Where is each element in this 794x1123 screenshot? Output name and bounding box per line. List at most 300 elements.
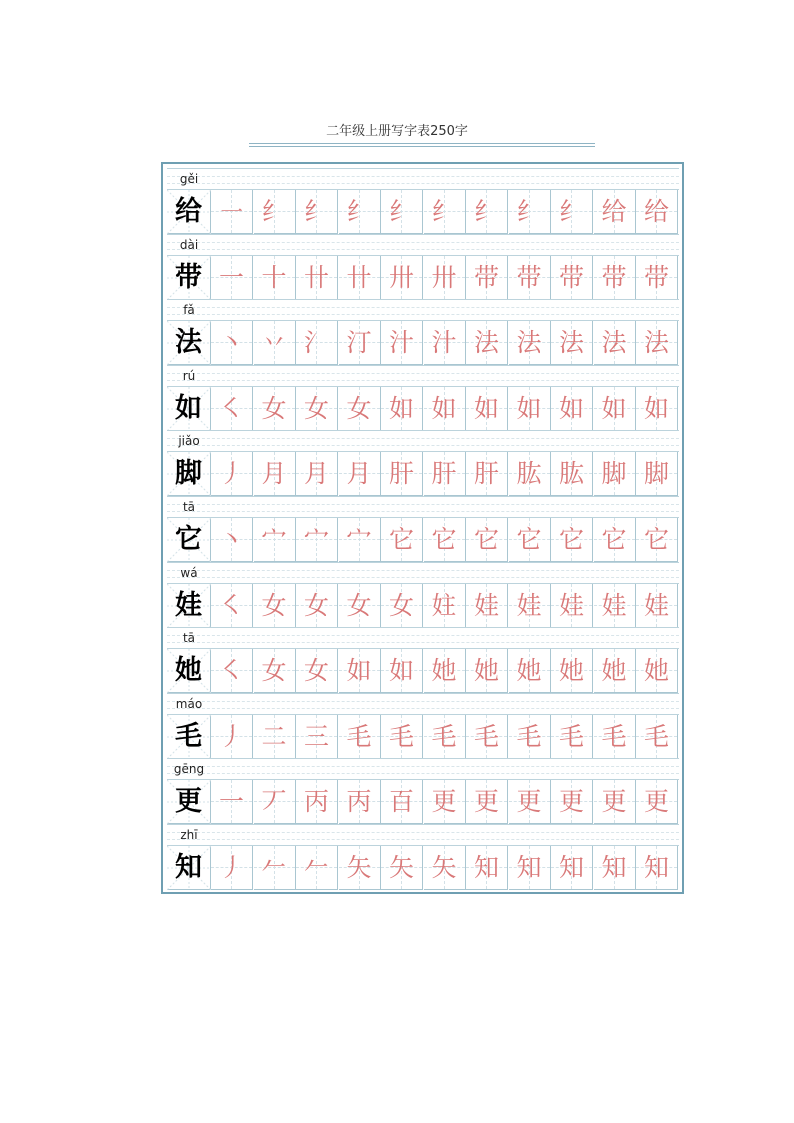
stroke-step-cell xyxy=(509,584,551,628)
stroke-step-cell xyxy=(339,846,381,890)
stroke-step-cell xyxy=(381,452,423,496)
cell-strip xyxy=(167,321,679,365)
model-character-cell xyxy=(167,256,211,300)
stroke-step-cell xyxy=(636,518,678,562)
stroke-step-cell xyxy=(339,256,381,300)
stroke-step-character: 知 xyxy=(643,853,669,882)
stroke-step-cell xyxy=(594,649,636,693)
stroke-step-cell xyxy=(381,256,423,300)
model-character-cell xyxy=(167,321,211,365)
stroke-step-cell xyxy=(254,780,296,824)
stroke-step-cell xyxy=(594,780,636,824)
character-row xyxy=(167,758,679,824)
pinyin-label: tā xyxy=(182,631,196,646)
stroke-step-cell xyxy=(424,387,466,431)
model-character: 毛 xyxy=(175,720,202,752)
stroke-step-character: 妵 xyxy=(431,590,457,620)
stroke-step-cell xyxy=(339,780,381,824)
cell-strip xyxy=(167,452,679,496)
stroke-step-cell xyxy=(424,452,466,496)
stroke-step-character: 娃 xyxy=(558,590,584,620)
model-character: 给 xyxy=(175,196,202,227)
stroke-step-character: 它 xyxy=(431,525,457,554)
stroke-step-character: 女 xyxy=(303,393,329,423)
model-character: 娃 xyxy=(175,589,202,621)
model-character: 知 xyxy=(175,852,202,883)
stroke-step-cell xyxy=(424,321,466,365)
stroke-step-cell xyxy=(254,190,296,234)
character-row xyxy=(167,430,679,496)
stroke-step-character: 丿 xyxy=(218,459,244,489)
stroke-step-cell xyxy=(636,321,678,365)
stroke-step-character: 它 xyxy=(516,525,542,554)
stroke-step-cell xyxy=(296,715,338,759)
stroke-step-character: 毛 xyxy=(346,721,372,751)
pinyin-label: wá xyxy=(180,565,198,580)
stroke-step-cell xyxy=(424,715,466,759)
pinyin-label: gēng xyxy=(173,762,205,777)
stroke-step-character: 月 xyxy=(346,459,372,489)
stroke-step-cell xyxy=(296,649,338,693)
cell-strip xyxy=(167,649,679,693)
stroke-step-character: 她 xyxy=(473,656,499,686)
stroke-step-cell xyxy=(211,780,253,824)
stroke-step-cell xyxy=(466,715,508,759)
stroke-step-character: 她 xyxy=(516,656,542,686)
stroke-step-cell xyxy=(339,452,381,496)
stroke-step-character: 它 xyxy=(558,525,584,554)
stroke-step-cell xyxy=(296,452,338,496)
stroke-step-cell xyxy=(211,518,253,562)
stroke-step-character: 如 xyxy=(558,393,584,423)
stroke-step-character: 肱 xyxy=(516,459,542,489)
model-character-cell xyxy=(167,518,211,562)
stroke-step-character: 卄 xyxy=(346,262,372,292)
stroke-step-cell xyxy=(339,321,381,365)
stroke-step-cell xyxy=(509,452,551,496)
stroke-step-cell xyxy=(551,321,593,365)
stroke-step-character: 她 xyxy=(643,656,669,686)
stroke-step-character: 丿 xyxy=(218,721,244,751)
stroke-step-character: 女 xyxy=(303,656,329,686)
stroke-step-character: 娃 xyxy=(473,590,499,620)
stroke-step-character: 毛 xyxy=(516,721,542,751)
title-underline xyxy=(249,143,595,144)
stroke-step-cell xyxy=(211,584,253,628)
stroke-step-character: 𠂉 xyxy=(261,853,287,882)
stroke-step-character: 卅 xyxy=(388,262,414,292)
stroke-step-cell xyxy=(424,846,466,890)
stroke-step-cell xyxy=(254,715,296,759)
stroke-step-cell xyxy=(636,780,678,824)
stroke-step-cell xyxy=(211,387,253,431)
stroke-step-cell xyxy=(296,256,338,300)
stroke-step-character: 十 xyxy=(261,262,287,292)
stroke-step-character: 如 xyxy=(473,393,499,423)
stroke-step-cell xyxy=(296,846,338,890)
stroke-step-character: 女 xyxy=(346,393,372,423)
stroke-step-character: 娃 xyxy=(601,590,627,620)
stroke-step-character: 毛 xyxy=(388,721,414,751)
cell-strip xyxy=(167,256,679,300)
stroke-step-cell xyxy=(551,190,593,234)
stroke-step-cell xyxy=(339,715,381,759)
stroke-step-cell xyxy=(636,190,678,234)
stroke-step-cell xyxy=(594,387,636,431)
stroke-step-character: ㇛ xyxy=(218,590,244,620)
stroke-step-cell xyxy=(509,256,551,300)
stroke-step-character: 汁 xyxy=(388,328,414,358)
cell-strip xyxy=(167,190,679,234)
pinyin-label: jiǎo xyxy=(178,434,200,449)
stroke-step-character: 纟 xyxy=(473,197,499,226)
stroke-step-character: ㇛ xyxy=(218,393,244,423)
model-character: 她 xyxy=(175,655,202,687)
stroke-step-character: 知 xyxy=(601,853,627,882)
stroke-step-character: 知 xyxy=(558,853,584,882)
stroke-step-character: 如 xyxy=(601,393,627,423)
stroke-step-cell xyxy=(594,518,636,562)
stroke-step-cell xyxy=(509,715,551,759)
stroke-step-character: 女 xyxy=(388,590,414,620)
stroke-step-character: 矢 xyxy=(388,853,414,882)
model-character-cell xyxy=(167,584,211,628)
stroke-step-cell xyxy=(551,256,593,300)
pinyin-label: gěi xyxy=(179,172,199,186)
stroke-step-cell xyxy=(211,846,253,890)
model-character-cell xyxy=(167,715,211,759)
stroke-step-character: 纟 xyxy=(431,197,457,226)
pinyin-label: tā xyxy=(182,500,196,514)
stroke-step-cell xyxy=(424,518,466,562)
pinyin-line xyxy=(167,496,679,518)
stroke-step-character: 毛 xyxy=(643,721,669,751)
stroke-step-cell xyxy=(296,584,338,628)
stroke-step-cell xyxy=(339,649,381,693)
stroke-step-character: 毛 xyxy=(431,721,457,751)
stroke-step-character: 娃 xyxy=(516,590,542,620)
stroke-step-character: 宀 xyxy=(346,525,372,554)
stroke-step-cell xyxy=(636,846,678,890)
stroke-step-cell xyxy=(551,518,593,562)
model-character-cell xyxy=(167,452,211,496)
character-row xyxy=(167,496,679,562)
stroke-step-character: 她 xyxy=(601,656,627,686)
stroke-step-cell xyxy=(509,190,551,234)
stroke-step-character: 三 xyxy=(303,721,329,751)
model-character: 更 xyxy=(175,786,202,818)
stroke-step-cell xyxy=(254,649,296,693)
character-row xyxy=(167,562,679,628)
stroke-step-character: 更 xyxy=(473,787,499,817)
stroke-step-character: 宀 xyxy=(303,525,329,554)
pinyin-line xyxy=(167,758,679,780)
stroke-step-cell xyxy=(509,387,551,431)
stroke-step-cell xyxy=(381,846,423,890)
stroke-step-character: 如 xyxy=(346,656,372,686)
pinyin-label: máo xyxy=(175,696,203,711)
model-character-cell xyxy=(167,780,211,824)
stroke-step-character: 女 xyxy=(261,393,287,423)
model-character-cell xyxy=(167,846,211,890)
stroke-step-character: 卅 xyxy=(431,262,457,292)
stroke-step-character: 肝 xyxy=(388,459,414,489)
stroke-step-cell xyxy=(466,518,508,562)
stroke-step-character: 肝 xyxy=(473,459,499,489)
stroke-step-character: 毛 xyxy=(558,721,584,751)
stroke-step-cell xyxy=(509,518,551,562)
stroke-step-character: 二 xyxy=(261,721,287,751)
stroke-step-cell xyxy=(551,846,593,890)
stroke-step-cell xyxy=(211,649,253,693)
stroke-step-cell xyxy=(254,584,296,628)
stroke-step-cell xyxy=(636,387,678,431)
stroke-step-cell xyxy=(551,715,593,759)
stroke-step-character: 带 xyxy=(516,262,542,292)
stroke-step-cell xyxy=(466,387,508,431)
stroke-step-cell xyxy=(466,846,508,890)
pinyin-line xyxy=(167,627,679,649)
stroke-step-cell xyxy=(211,715,253,759)
stroke-step-character: ㇐ xyxy=(218,197,244,226)
stroke-step-character: 更 xyxy=(601,787,627,817)
stroke-step-cell xyxy=(339,518,381,562)
stroke-step-character: 如 xyxy=(388,656,414,686)
stroke-step-cell xyxy=(636,715,678,759)
stroke-step-cell xyxy=(509,780,551,824)
model-character-cell xyxy=(167,649,211,693)
stroke-step-character: 女 xyxy=(346,590,372,620)
stroke-step-cell xyxy=(211,321,253,365)
stroke-step-character: 它 xyxy=(643,525,669,554)
character-row xyxy=(167,234,679,300)
stroke-step-cell xyxy=(594,846,636,890)
stroke-step-cell xyxy=(339,584,381,628)
pinyin-label: zhī xyxy=(180,828,198,842)
character-row xyxy=(167,824,679,890)
stroke-step-character: 脚 xyxy=(601,459,627,489)
stroke-step-cell xyxy=(296,780,338,824)
pinyin-label: fǎ xyxy=(183,303,195,318)
stroke-step-cell xyxy=(254,518,296,562)
stroke-step-cell xyxy=(424,584,466,628)
stroke-step-cell xyxy=(296,518,338,562)
stroke-step-character: 如 xyxy=(516,393,542,423)
writing-sheet xyxy=(161,162,684,894)
stroke-step-cell xyxy=(296,190,338,234)
stroke-step-cell xyxy=(551,584,593,628)
model-character: 如 xyxy=(175,392,202,424)
stroke-step-cell xyxy=(466,190,508,234)
stroke-step-cell xyxy=(466,321,508,365)
stroke-step-cell xyxy=(466,649,508,693)
stroke-step-cell xyxy=(254,846,296,890)
model-character-cell xyxy=(167,190,211,234)
stroke-step-character: 纟 xyxy=(388,197,414,226)
stroke-step-cell xyxy=(296,321,338,365)
model-character: 法 xyxy=(175,327,202,359)
cell-strip xyxy=(167,715,679,759)
stroke-step-cell xyxy=(381,715,423,759)
stroke-step-cell xyxy=(296,387,338,431)
stroke-step-character: 丿 xyxy=(218,853,244,882)
stroke-step-cell xyxy=(466,452,508,496)
pinyin-label: rú xyxy=(182,368,196,383)
pinyin-line xyxy=(167,299,679,321)
stroke-step-cell xyxy=(551,780,593,824)
stroke-step-character: 矢 xyxy=(431,853,457,882)
stroke-step-cell xyxy=(594,256,636,300)
character-row xyxy=(167,693,679,759)
pinyin-line xyxy=(167,824,679,846)
stroke-step-character: 带 xyxy=(643,262,669,292)
stroke-step-character: 更 xyxy=(431,787,457,817)
stroke-step-character: 它 xyxy=(601,525,627,554)
stroke-step-character: 给 xyxy=(643,197,669,226)
title-underline-second xyxy=(249,146,595,147)
stroke-step-character: 法 xyxy=(643,328,669,358)
stroke-step-character: 一 xyxy=(218,262,244,292)
stroke-step-cell xyxy=(636,256,678,300)
stroke-step-character: 如 xyxy=(388,393,414,423)
stroke-step-cell xyxy=(424,649,466,693)
stroke-step-cell xyxy=(381,780,423,824)
pinyin-line xyxy=(167,562,679,584)
page-title: 二年级上册写字表250字 xyxy=(326,124,468,139)
pinyin-line xyxy=(167,430,679,452)
stroke-step-character: 她 xyxy=(558,656,584,686)
stroke-step-character: 丷 xyxy=(261,328,287,358)
character-row xyxy=(167,299,679,365)
cell-strip xyxy=(167,846,679,890)
stroke-step-character: 毛 xyxy=(601,721,627,751)
stroke-step-character: 纟 xyxy=(516,197,542,226)
stroke-step-cell xyxy=(211,256,253,300)
stroke-step-character: 法 xyxy=(558,328,584,358)
stroke-step-character: 带 xyxy=(558,262,584,292)
pinyin-label: dài xyxy=(179,237,199,252)
stroke-step-cell xyxy=(551,387,593,431)
character-row xyxy=(167,168,679,234)
stroke-step-character: 纟 xyxy=(346,197,372,226)
stroke-step-character: 她 xyxy=(431,656,457,686)
model-character: 带 xyxy=(175,261,202,293)
stroke-step-character: 丆 xyxy=(261,787,287,817)
stroke-step-cell xyxy=(636,452,678,496)
stroke-step-cell xyxy=(381,190,423,234)
stroke-step-cell xyxy=(636,649,678,693)
stroke-step-character: 𠂉 xyxy=(303,853,329,882)
stroke-step-character: 女 xyxy=(261,590,287,620)
pinyin-line xyxy=(167,365,679,387)
stroke-step-character: 丙 xyxy=(303,787,329,817)
stroke-step-character: 氵 xyxy=(303,328,329,358)
stroke-step-character: 知 xyxy=(516,853,542,882)
stroke-step-cell xyxy=(594,321,636,365)
stroke-step-cell xyxy=(254,256,296,300)
stroke-step-character: 汀 xyxy=(346,328,372,358)
character-grid xyxy=(167,168,679,891)
stroke-step-cell xyxy=(594,190,636,234)
stroke-step-character: 纟 xyxy=(261,197,287,226)
stroke-step-cell xyxy=(466,780,508,824)
stroke-step-cell xyxy=(339,190,381,234)
pinyin-line xyxy=(167,234,679,256)
stroke-step-cell xyxy=(509,321,551,365)
stroke-step-character: 百 xyxy=(388,787,414,817)
stroke-step-character: 它 xyxy=(388,525,414,554)
model-character: 它 xyxy=(175,524,202,555)
model-character: 脚 xyxy=(175,458,202,490)
stroke-step-cell xyxy=(211,190,253,234)
stroke-step-character: 更 xyxy=(643,787,669,817)
stroke-step-character: 娃 xyxy=(643,590,669,620)
stroke-step-cell xyxy=(424,190,466,234)
pinyin-line xyxy=(167,693,679,715)
pinyin-line xyxy=(167,168,679,190)
stroke-step-cell xyxy=(636,584,678,628)
stroke-step-character: 法 xyxy=(601,328,627,358)
stroke-step-character: 丶 xyxy=(218,328,244,358)
cell-strip xyxy=(167,584,679,628)
stroke-step-character: ㇛ xyxy=(218,656,244,686)
stroke-step-character: 卄 xyxy=(303,262,329,292)
stroke-step-cell xyxy=(424,780,466,824)
stroke-step-character: 肝 xyxy=(431,459,457,489)
stroke-step-character: 月 xyxy=(303,459,329,489)
stroke-step-character: 法 xyxy=(516,328,542,358)
stroke-step-character: 给 xyxy=(601,197,627,226)
stroke-step-character: 纟 xyxy=(558,197,584,226)
stroke-step-cell xyxy=(381,584,423,628)
stroke-step-character: 宀 xyxy=(261,525,287,554)
character-row xyxy=(167,627,679,693)
stroke-step-cell xyxy=(551,452,593,496)
stroke-step-cell xyxy=(594,452,636,496)
stroke-step-character: 它 xyxy=(473,525,499,554)
stroke-step-character: 如 xyxy=(643,393,669,423)
cell-strip xyxy=(167,387,679,431)
stroke-step-character: 纟 xyxy=(303,197,329,226)
stroke-step-character: 脚 xyxy=(643,459,669,489)
stroke-step-character: 更 xyxy=(516,787,542,817)
stroke-step-cell xyxy=(466,584,508,628)
stroke-step-cell xyxy=(551,649,593,693)
stroke-step-cell xyxy=(254,452,296,496)
stroke-step-cell xyxy=(594,715,636,759)
stroke-step-character: 肱 xyxy=(558,459,584,489)
stroke-step-character: 知 xyxy=(473,853,499,882)
stroke-step-character: 丶 xyxy=(218,525,244,554)
stroke-step-character: 带 xyxy=(601,262,627,292)
stroke-step-character: 汁 xyxy=(431,328,457,358)
stroke-step-cell xyxy=(466,256,508,300)
stroke-step-character: 带 xyxy=(473,262,499,292)
stroke-step-cell xyxy=(254,321,296,365)
stroke-step-cell xyxy=(509,846,551,890)
stroke-step-cell xyxy=(381,387,423,431)
stroke-step-cell xyxy=(594,584,636,628)
stroke-step-cell xyxy=(381,649,423,693)
stroke-step-cell xyxy=(211,452,253,496)
cell-strip xyxy=(167,518,679,562)
stroke-step-character: 毛 xyxy=(473,721,499,751)
stroke-step-cell xyxy=(509,649,551,693)
character-row xyxy=(167,365,679,431)
stroke-step-character: 更 xyxy=(558,787,584,817)
cell-strip xyxy=(167,780,679,824)
stroke-step-cell xyxy=(381,321,423,365)
